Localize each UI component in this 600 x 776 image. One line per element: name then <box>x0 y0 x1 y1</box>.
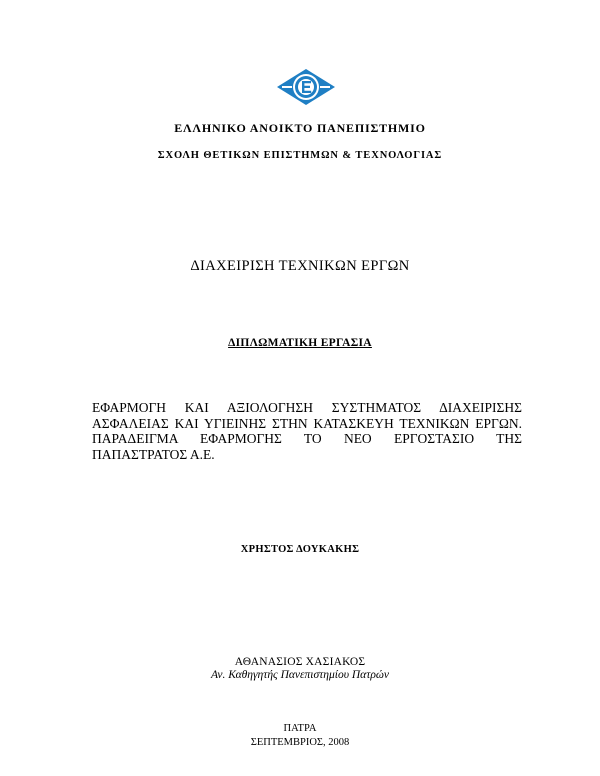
thesis-type-heading: ΔΙΠΛΩΜΑΤΙΚΗ ΕΡΓΑΣΙΑ <box>228 337 372 349</box>
school-name: ΣΧΟΛΗ ΘΕΤΙΚΩΝ ΕΠΙΣΤΗΜΩΝ & ΤΕΧΝΟΛΟΓΙΑΣ <box>157 150 443 161</box>
programme-title: ΔΙΑΧΕΙΡΙΣΗ ΤΕΧΝΙΚΩΝ ΕΡΓΩΝ <box>190 258 410 274</box>
author-name: ΧΡΗΣΤΟΣ ΔΟΥΚΑΚΗΣ <box>240 544 360 555</box>
supervisor-name: ΑΘΑΝΑΣΙΟΣ ΧΑΣΙΑΚΟΣ <box>234 656 366 668</box>
university-logo-icon <box>276 68 336 106</box>
date: ΣΕΠΤΕΜΒΡΙΟΣ, 2008 <box>250 737 350 748</box>
supervisor-title: Αν. Καθηγητής Πανεπιστημίου Πατρών <box>211 669 389 681</box>
university-name: ΕΛΛΗΝΙΚΟ ΑΝΟΙΚΤΟ ΠΑΝΕΠΙΣΤΗΜΙΟ <box>174 121 426 135</box>
place: ΠΑΤΡΑ <box>283 723 317 734</box>
thesis-title: ΕΦΑΡΜΟΓΗ ΚΑΙ ΑΞΙΟΛΟΓΗΣΗ ΣΥΣΤΗΜΑΤΟΣ ΔΙΑΧΕΙΡΙΣΗΣ ΑΣΦΑΛΕΙΑΣ ΚΑΙ ΥΓΙΕΙΝΗΣ ΣΤΗΝ ΚΑΤΑΣΚΕΥΗ ΤΕΧΝΙΚΩΝ ΕΡΓΩΝ. ΠΑΡΑΔΕΙΓΜΑ ΕΦΑΡΜΟΓΗΣ ΤΟ ΝΕΟ ΕΡΓΟΣΤΑΣΙΟ ΤΗΣ ΠΑΠΑΣΤΡΑΤΟΣ Α.Ε. <box>92 400 522 462</box>
